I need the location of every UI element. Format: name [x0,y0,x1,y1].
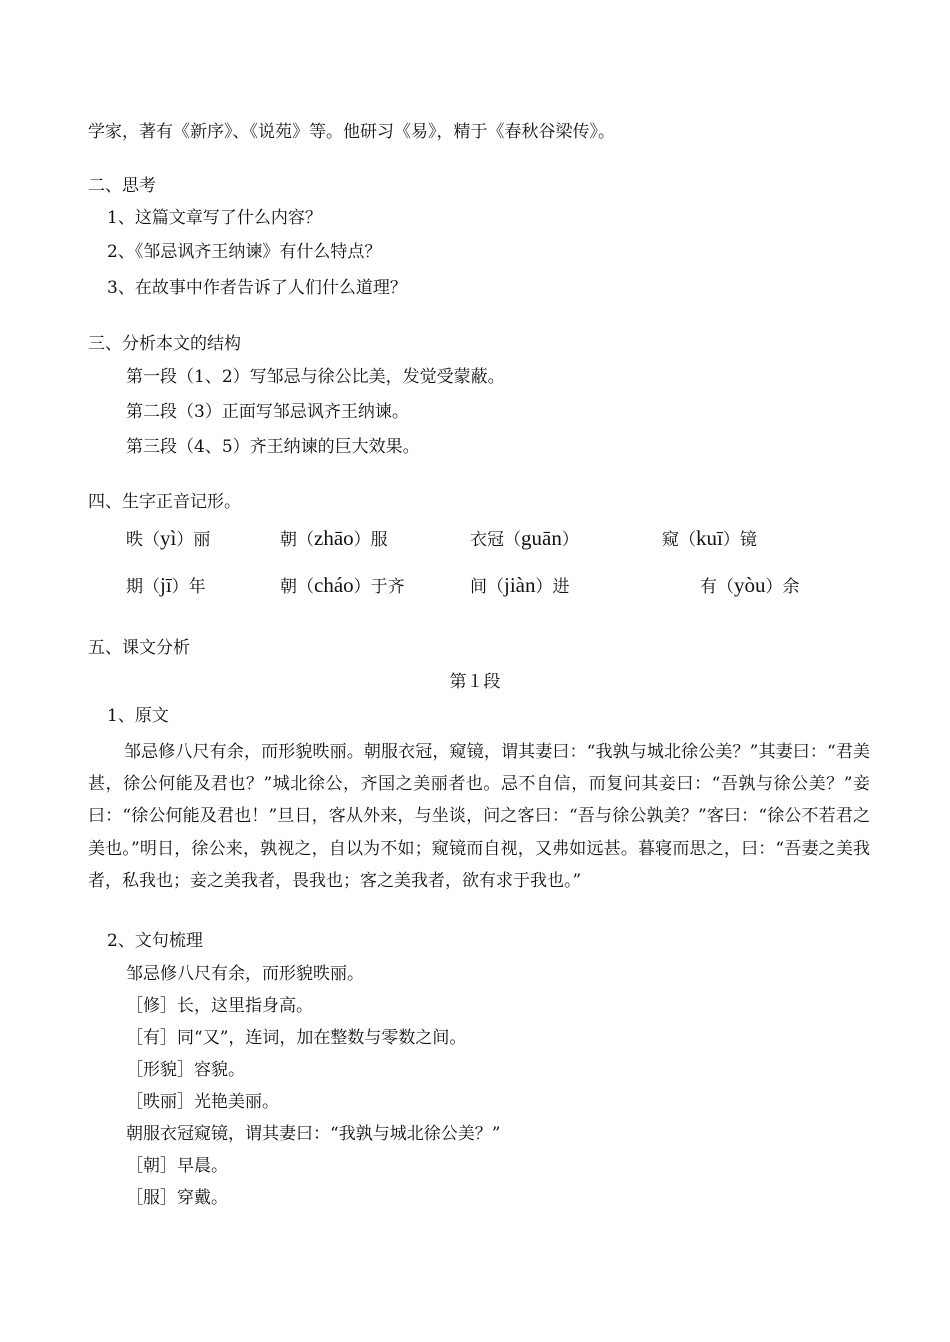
section-2-heading: 二、思考 [88,176,156,196]
question-2: 2、《邹忌讽齐王纳谏》有什么特点？ [107,242,382,262]
note-line: ［修］长，这里指身高。 [126,996,313,1016]
note-line: 朝服衣冠窥镜，谓其妻曰：“我孰与城北徐公美？” [126,1124,501,1144]
question-3: 3、在故事中作者告诉了人们什么道理？ [107,278,407,298]
structure-paragraph-3: 第三段（4、5）齐王纳谏的巨大效果。 [126,437,420,457]
pinyin-entry: 衣冠（guān） [470,526,579,550]
note-line: ［朝］早晨。 [126,1156,228,1176]
pinyin-entry: 期（jī）年 [126,573,206,597]
note-line: ［有］同“又”，连词，加在整数与零数之间。 [126,1028,467,1048]
note-line: ［形貌］容貌。 [126,1060,245,1080]
original-text-label: 1、原文 [107,706,169,726]
structure-paragraph-2: 第二段（3）正面写邹忌讽齐王纳谏。 [126,402,409,422]
section-3-heading: 三、分析本文的结构 [88,334,241,354]
pinyin-entry: 昳（yì）丽 [126,526,211,550]
pinyin-entry: 窥（kuī）镜 [662,526,757,550]
pinyin-entry: 有（yòu）余 [700,573,800,597]
original-text-paragraph: 邹忌修八尺有余，而形貌昳丽。朝服衣冠，窥镜，谓其妻曰：“我孰与城北徐公美？”其妻曰：“君美甚，徐公何能及君也？”城北徐公，齐国之美丽者也。忌不自信，而复问其妾曰：“吾孰与徐公美？”妾曰：“徐公何能及君也！”旦日，客从外来，与坐谈，问之客曰：“吾与徐公孰美？”客曰：“徐公不若君之美也。”明日，徐公来，孰视之，自以为不如；窥镜而自视，又弗如远甚。暮寝而思之，曰：“吾妻之美我者，私我也；妾之美我者，畏我也；客之美我者，欲有求于我也。” [88,742,870,891]
intro-line: 学家，著有《新序》、《说苑》等。他研习《易》，精于《春秋谷梁传》。 [88,122,615,142]
section-4-heading: 四、生字正音记形。 [88,492,241,512]
note-line: 邹忌修八尺有余，而形貌昳丽。 [126,964,364,984]
pinyin-entry: 朝（zhāo）服 [280,526,388,550]
pinyin-row-2 [0,573,950,603]
question-1: 1、这篇文章写了什么内容？ [107,208,322,228]
note-line: ［昳丽］光艳美丽。 [126,1092,279,1112]
section-5-heading: 五、课文分析 [88,638,190,658]
pinyin-row-1 [0,526,950,556]
note-line: ［服］穿戴。 [126,1188,228,1208]
pinyin-entry: 间（jiàn）进 [470,573,570,597]
structure-paragraph-1: 第一段（1、2）写邹忌与徐公比美，发觉受蒙蔽。 [126,367,505,387]
sentence-notes-label: 2、文句梳理 [107,931,203,951]
pinyin-entry: 朝（cháo）于齐 [280,573,405,597]
paragraph-subtitle: 第１段 [449,672,501,692]
